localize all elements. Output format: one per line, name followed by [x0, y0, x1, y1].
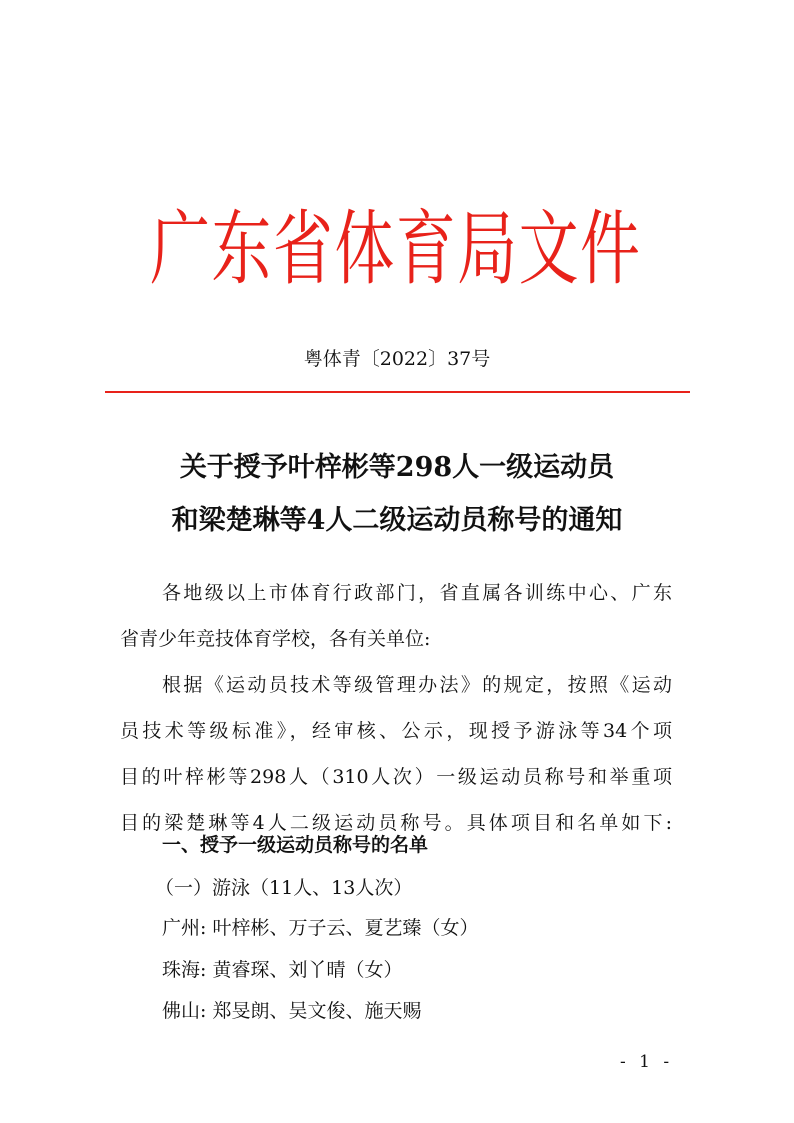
body-line: 员技术等级标准》，经审核、公示，现授予游泳等34个项 — [120, 720, 672, 742]
entry-line: 广州: 叶梓彬、万子云、夏艺臻（女） — [162, 917, 479, 939]
document-title-line-1: 关于授予叶梓彬等298人一级运动员 — [179, 452, 615, 483]
document-number: 粤体青〔2022〕37号 — [303, 348, 491, 370]
subsection-heading: （一）游泳（11人、13人次） — [155, 877, 413, 899]
body-line: 根据《运动员技术等级管理办法》的规定，按照《运动 — [162, 674, 672, 696]
body-line: 省青少年竞技体育学校，各有关单位: — [120, 628, 431, 650]
section-heading: 一、授予一级运动员称号的名单 — [162, 834, 429, 856]
red-divider — [105, 391, 690, 393]
body-line: 目的叶梓彬等298人（310人次）一级运动员称号和举重项 — [120, 766, 672, 788]
document-title-line-2: 和梁楚琳等4人二级运动员称号的通知 — [171, 505, 623, 536]
page-number: - 1 - — [620, 1052, 674, 1072]
body-line: 目的梁楚琳等4人二级运动员称号。具体项目和名单如下: — [120, 812, 672, 834]
body-line: 各地级以上市体育行政部门，省直属各训练中心、广东 — [162, 582, 672, 604]
entry-line: 珠海: 黄睿琛、刘丫晴（女） — [162, 959, 403, 981]
issuer-title: 广东省体育局文件 — [150, 202, 640, 298]
entry-line: 佛山: 郑旻朗、吴文俊、施天赐 — [162, 1000, 422, 1022]
